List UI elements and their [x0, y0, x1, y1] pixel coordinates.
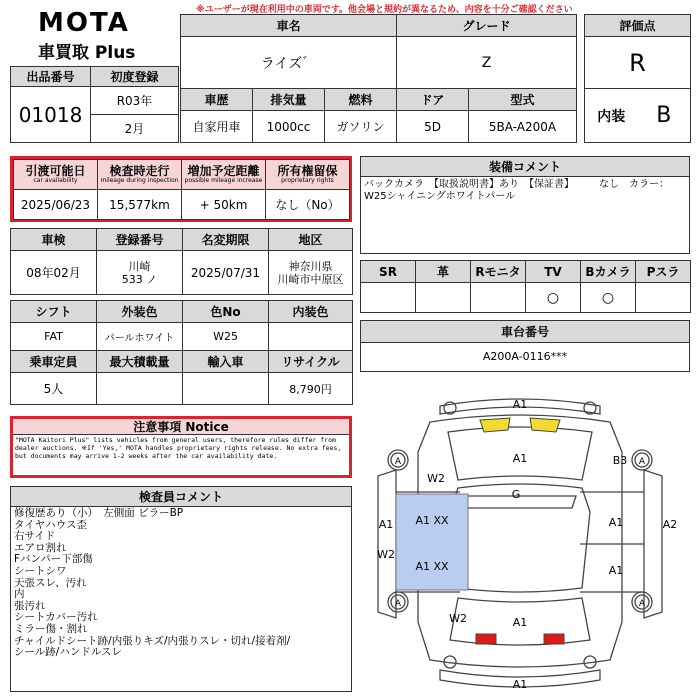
- car-name-label: 車名: [181, 15, 397, 37]
- top-notice: ※ユーザーが現在利用中の車両です。他会場と規約が異なるため、内容を十分ご確認ください: [196, 5, 573, 15]
- chassis-value: A200A-0116***: [482, 350, 568, 363]
- equipment-text: バックカメラ 【取扱説明書】あり 【保証書】 なし カラー：W25シャイニングホワイトパール: [364, 179, 669, 202]
- availability-header: 引渡可能日 car availability: [14, 160, 98, 190]
- front-top-label: A1: [512, 398, 528, 411]
- left-doors-highlight: [396, 494, 468, 590]
- roof-label: G: [511, 488, 521, 501]
- lot-table: [10, 66, 179, 143]
- area-value: 神奈川県 川崎市中原区: [269, 251, 353, 295]
- ownership-value: なし（No）: [266, 190, 350, 220]
- availability-table: [13, 159, 350, 220]
- deadline-value: 2025/07/31: [183, 251, 269, 295]
- spec-displacement: 1000cc: [253, 111, 325, 143]
- spec-header: 燃料: [325, 89, 397, 111]
- color-header: シフト: [11, 301, 97, 323]
- logo-subtitle: 車買取 Plus: [38, 43, 136, 63]
- first-reg-month: 2月: [91, 115, 179, 143]
- left-front-label: A1: [378, 518, 394, 531]
- equipment-label: 装備コメント: [361, 157, 689, 177]
- chassis-label: 車台番号: [361, 321, 689, 343]
- tire-label: A: [394, 457, 402, 467]
- caution-box: [10, 416, 352, 478]
- inspector-comment-line: 右サイド: [14, 530, 56, 543]
- option-value: [636, 283, 691, 313]
- spec-history: 自家用車: [181, 111, 253, 143]
- left-rear-door-mark: A1 XX: [415, 560, 449, 573]
- inspector-box: [10, 486, 352, 692]
- recycle-value: 8,790円: [269, 373, 353, 405]
- spec-fuel: ガソリン: [325, 111, 397, 143]
- registration-table: [10, 228, 353, 295]
- mota-logo: MOTA: [38, 8, 130, 38]
- color-header: 外装色: [97, 301, 183, 323]
- spec-doors: 5D: [397, 111, 469, 143]
- reg-header: 登録番号: [97, 229, 183, 251]
- grade-label: グレード: [397, 15, 577, 37]
- shift-value: FAT: [11, 323, 97, 351]
- spec-model: 5BA-A200A: [469, 111, 577, 143]
- rear-bottom-label: A1: [512, 678, 528, 691]
- option-header: TV: [526, 261, 581, 283]
- inspector-comment-line: シートカバー汚れ: [14, 611, 98, 624]
- score-table: [584, 14, 691, 143]
- reg-header: 車検: [11, 229, 97, 251]
- inspector-comment-line: 天張スレ、汚れ: [14, 576, 87, 589]
- spec-header: 車歴: [181, 89, 253, 111]
- capacity-header: 輸入車: [183, 351, 269, 373]
- left-side-outline: [378, 470, 396, 618]
- capacity-header: 乗車定員: [11, 351, 97, 373]
- left-taillight: [476, 634, 496, 644]
- first-reg-year: R03年: [91, 87, 179, 115]
- capacity-header: リサイクル: [269, 351, 353, 373]
- rear-center-label: A1: [512, 616, 528, 629]
- left-door-label: W2: [427, 472, 445, 485]
- inspector-comment-line: チャイルドシート跡/内張りキズ/内張りスレ・切れ/接着剤/: [14, 634, 291, 647]
- option-header: Bカメラ: [581, 261, 636, 283]
- interior-color-value: [269, 323, 353, 351]
- import-value: [183, 373, 269, 405]
- options-table: [360, 260, 691, 313]
- ownership-header: 所有権留保 proprietary rights: [266, 160, 350, 190]
- option-value: [471, 283, 526, 313]
- right-door-label: A1: [608, 516, 624, 529]
- first-reg-label: 初度登録: [91, 67, 179, 87]
- spec-header: ドア: [397, 89, 469, 111]
- rear-w2-mark: W2: [449, 612, 467, 625]
- inspector-comment-line: 張汚れ: [14, 599, 46, 612]
- increase-header: 増加予定距離 possible mileage increase: [182, 160, 266, 190]
- tire-label: A: [638, 599, 646, 609]
- right-rear-label: A2: [662, 518, 678, 531]
- spec-table: [180, 88, 577, 143]
- hood-label: A1: [512, 452, 528, 465]
- color-table: [10, 300, 353, 351]
- seats-value: 5人: [11, 373, 97, 405]
- car-damage-diagram: [360, 392, 694, 696]
- chassis-box: [360, 320, 690, 372]
- left-door-mark: A1 XX: [415, 514, 449, 527]
- caution-label: 注意事項 Notice: [13, 419, 349, 435]
- option-header: Pスラ: [636, 261, 691, 283]
- option-value: ○: [526, 283, 581, 313]
- color-header: 色No: [183, 301, 269, 323]
- color-header: 内装色: [269, 301, 353, 323]
- reg-header: 地区: [269, 229, 353, 251]
- inspector-label: 検査員コメント: [11, 487, 351, 507]
- score-value: R: [585, 37, 691, 89]
- inspector-comment-line: ミラー傷・割れ: [14, 622, 88, 635]
- lot-number: 01018: [11, 87, 91, 143]
- option-value: [416, 283, 471, 313]
- option-header: SR: [361, 261, 416, 283]
- score-label: 評価点: [585, 15, 691, 37]
- inspector-comment-line: Fバンパー下部傷: [14, 553, 93, 566]
- option-header: 革: [416, 261, 471, 283]
- option-value: [361, 283, 416, 313]
- interior-label: 内装: [585, 89, 638, 143]
- inspector-comment-line: エアロ割れ: [14, 541, 67, 554]
- interior-value: B: [638, 89, 691, 143]
- inspector-comment-line: シール跡/ハンドルスレ: [14, 646, 123, 659]
- inspector-comment-line: シートシワ: [14, 564, 67, 577]
- right-headlight: [530, 418, 560, 432]
- option-value: ○: [581, 283, 636, 313]
- left-headlight: [480, 418, 510, 432]
- availability-date: 2025/06/23: [14, 190, 98, 220]
- car-info-table: [180, 14, 577, 89]
- right-taillight: [544, 634, 564, 644]
- fl-panel-label: B3: [612, 454, 628, 467]
- inspector-comment-list: [11, 507, 351, 660]
- exterior-color-value: パールホワイト: [97, 323, 183, 351]
- shaken-value: 08年02月: [11, 251, 97, 295]
- capacity-header: 最大積載量: [97, 351, 183, 373]
- mileage-header: 検査時走行 mileage during inspection: [98, 160, 182, 190]
- lot-label: 出品番号: [11, 67, 91, 87]
- max-load-value: [97, 373, 183, 405]
- right-rear-door-label: A1: [608, 564, 624, 577]
- inspector-comment-line: 内: [14, 588, 25, 601]
- tire-label: A: [638, 457, 646, 467]
- grade-value: Z: [397, 37, 577, 89]
- increase-value: + 50km: [182, 190, 266, 220]
- equipment-box: [360, 156, 690, 254]
- left-rear-door-label: W2: [377, 548, 395, 561]
- tire-label: A: [394, 599, 402, 609]
- car-name: ライズ゛: [181, 37, 397, 89]
- right-side-outline: [644, 470, 662, 618]
- caution-text: "MOTA Kaitori Plus" lists vehicles from general users, therefore rules differ from dealer auctions. ※If 'Yes,' MOTA handles proprietary rights release. No extra fees, but documents may arrive 1-2 weeks after the car availability date.: [15, 436, 342, 460]
- spec-header: 排気量: [253, 89, 325, 111]
- spec-header: 型式: [469, 89, 577, 111]
- inspector-comment-line: タイヤハウス歪: [14, 518, 87, 531]
- reg-header: 名変期限: [183, 229, 269, 251]
- color-no-value: W25: [183, 323, 269, 351]
- capacity-table: [10, 350, 353, 405]
- plate-value: 川崎 533 ノ: [97, 251, 183, 295]
- option-header: Rモニタ: [471, 261, 526, 283]
- inspector-comment-line: 修復歴あり（小） 左側面 ピラーBP: [14, 507, 184, 519]
- mileage-value: 15,577km: [98, 190, 182, 220]
